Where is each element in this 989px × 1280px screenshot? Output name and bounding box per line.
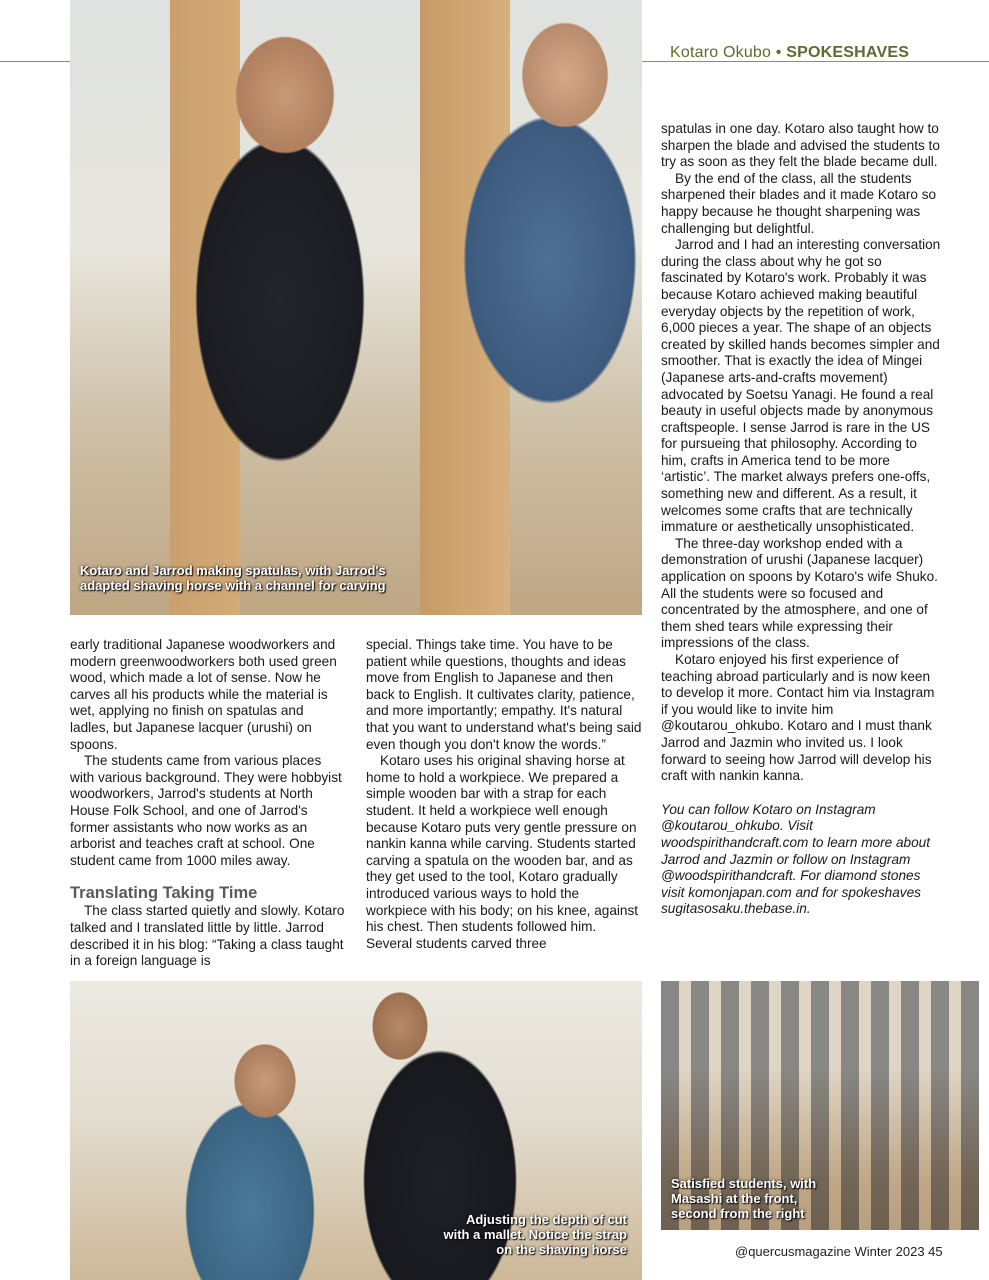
running-head-separator: • [775, 44, 782, 61]
running-head [670, 44, 909, 62]
col3-paragraph-4: The three-day workshop ended with a demonstration of urushi (Japanese lacquer) application on spoons by Kotaro's wife Shuko. All the students were so focused and concentrated by the atmosphere, and one of them shed tears while expressing their impressions of the class. [661, 535, 938, 651]
col3-paragraph-3: Jarrod and I had an interesting conversation during the class about why he got so fascinated by Kotaro's work. Probably it was because Kotaro achieved making beautiful everyday objects by the repetition of work, 6,000 pieces a year. The shape of an objects created by skilled hands becomes simpler and smoother. That is exactly the idea of Mingei (Japanese arts-and-crafts movement) advocated by Soetsu Yanagi. He found a real beauty in useful objects made by anonymous craftspeople. I sense Jarrod is rare in the US for pursueing that philosophy. According to him, crafts in America tend to be more ‘artistic’. The market always prefers one-offs, something new and different. As a result, it welcomes some crafts that are technically immature or aesthetically unsophisticated. [661, 237, 941, 535]
header-rule-left [0, 61, 70, 62]
article-column-2 [366, 637, 642, 952]
bottom-right-photo [661, 981, 979, 1230]
magazine-handle: @quercusmagazine [735, 1244, 851, 1259]
main-photo [70, 0, 642, 615]
issue-label: Winter 2023 [854, 1244, 925, 1259]
credits-paragraph: You can follow Kotaro on Instagram @koutarou_ohkubo. Visit woodspirithandcraft.com to learn more about Jarrod and Jazmin or follow on Instagram @woodspirithandcraft. For diamond stones visit komonjapan.com and for spokeshaves sugitasosaku.thebase.in. [661, 801, 930, 917]
article-column-1 [70, 637, 345, 970]
col2-paragraph-1: special. Things take time. You have to be patient while questions, thoughts and ideas move from English to Japanese and then back to English. It cultivates clarity, patience, and more importantly; empathy. It's natural that you want to understand what's being said even though you don't know the words.” [366, 637, 642, 752]
col1-paragraph-1: early traditional Japanese woodworkers and modern greenwoodworkers both used green wood, which made a lot of sense. Now he carves all his products while the material is wet, applying no finish on spatulas and ladles, but Japanese lacquer (urushi) on spoons. [70, 637, 337, 752]
main-photo-caption: Kotaro and Jarrod making spatulas, with Jarrod's adapted shaving horse with a channel for carving [80, 563, 386, 593]
page-footer [735, 1244, 943, 1259]
running-head-author: Kotaro Okubo [670, 44, 772, 61]
col3-paragraph-5: Kotaro enjoyed his first experience of teaching abroad particularly and is now keen to develop it more. Contact him via Instagram if you would like to invite him @koutarou_ohkubo. Kotaro and I must thank Jarrod and Jazmin who invited us. I look forward to seeing how Jarrod will develop his craft with nankin kanna. [661, 652, 935, 784]
col2-paragraph-2: Kotaro uses his original shaving horse at home to hold a workpiece. We prepared a simple wooden bar with a strap for each student. It held a workpiece well enough because Kotaro puts very gentle pressure on nankin kanna while carving. Students started carving a spatula on the wooden bar, and as they get used to the tool, Kotaro gradually introduced various ways to hold the workpiece with his body; on his knee, against his chest. Then students followed him. Several students carved three [366, 753, 639, 951]
bottom-left-photo-caption: Adjusting the depth of cut with a mallet. Notice the strap on the shaving horse [443, 1212, 627, 1257]
running-head-section: SPOKESHAVES [786, 44, 910, 61]
col1-paragraph-3: The class started quietly and slowly. Kotaro talked and I translated little by little. Jarrod described it in his blog: “Taking a class taught in a foreign language is [70, 903, 345, 969]
article-column-3 [661, 121, 941, 918]
subheading: Translating Taking Time [70, 884, 258, 903]
page-number: 45 [928, 1244, 943, 1259]
col1-paragraph-2: The students came from various places with various background. They were hobbyist woodworkers, Jarrod's students at North House Folk School, and one of Jarrod's former assistants who now works as an arborist and teaches craft at school. One student came from 1000 miles away. [70, 753, 342, 868]
col3-paragraph-2: By the end of the class, all the students sharpened their blades and it made Kotaro so happy because he thought sharpening was challenging but delightful. [661, 170, 937, 236]
col3-paragraph-1: spatulas in one day. Kotaro also taught how to sharpen the blade and advised the students to try as soon as they felt the blade became dull. [661, 121, 940, 170]
bottom-left-photo [70, 981, 642, 1280]
bottom-right-photo-caption: Satisfied students, with Masashi at the front, second from the right [671, 1176, 817, 1221]
